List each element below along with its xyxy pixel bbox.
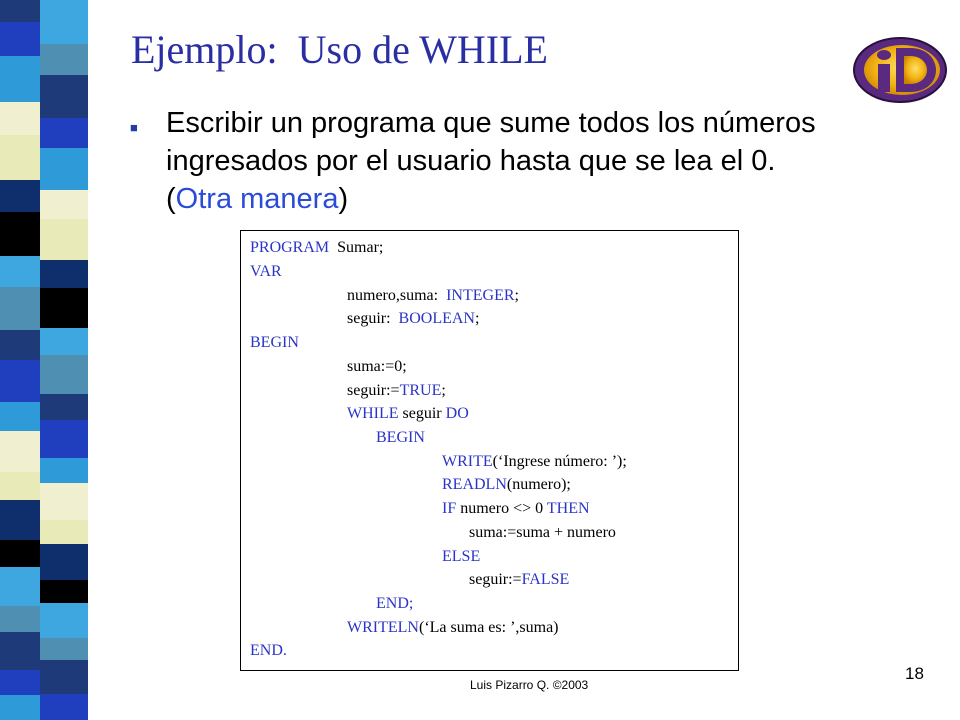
footer-credit: Luis Pizarro Q. ©2003 [470, 678, 589, 692]
code-line: seguir:=TRUE; [347, 382, 446, 399]
code-line: END; [376, 595, 414, 612]
bullet-paren-close: ) [338, 183, 349, 215]
code-line: BEGIN [250, 334, 299, 351]
code-line: WRITELN(‘La suma es: ’,suma) [347, 619, 559, 636]
slide-title [131, 26, 548, 74]
square-bullet-icon: ■ [130, 120, 138, 135]
bullet-body: Escribir un programa que sume todos los números ingresados por el usuario hasta que se lea el 0. [166, 107, 816, 177]
code-line: IF numero <> 0 THEN [442, 500, 590, 517]
title-main: Uso de WHILE [297, 27, 548, 72]
code-line: ELSE [442, 548, 481, 565]
code-line: seguir: BOOLEAN; [347, 310, 480, 327]
code-line: seguir:=FALSE [469, 571, 570, 588]
code-line: suma:=suma + numero [469, 524, 616, 541]
code-box [240, 230, 739, 671]
stripe-shadow [88, 0, 108, 720]
code-line: WRITE(‘Ingrese número: ’); [442, 453, 627, 470]
page-number: 18 [905, 664, 924, 683]
code-line: BEGIN [376, 429, 425, 446]
code-line: VAR [250, 263, 282, 280]
code-line: PROGRAM Sumar; [250, 239, 384, 256]
code-line: suma:=0; [347, 358, 407, 375]
code-line: numero,suma: INTEGER; [347, 287, 519, 304]
title-prefix: Ejemplo: [131, 27, 278, 72]
bullet-text [166, 104, 926, 218]
code-line: END. [250, 642, 287, 659]
bullet-accent: Otra manera [175, 183, 339, 215]
bullet-paren-open: ( [166, 183, 176, 215]
code-line: WHILE seguir DO [347, 405, 469, 422]
code-line: READLN(numero); [442, 476, 571, 493]
id-logo [850, 34, 950, 106]
